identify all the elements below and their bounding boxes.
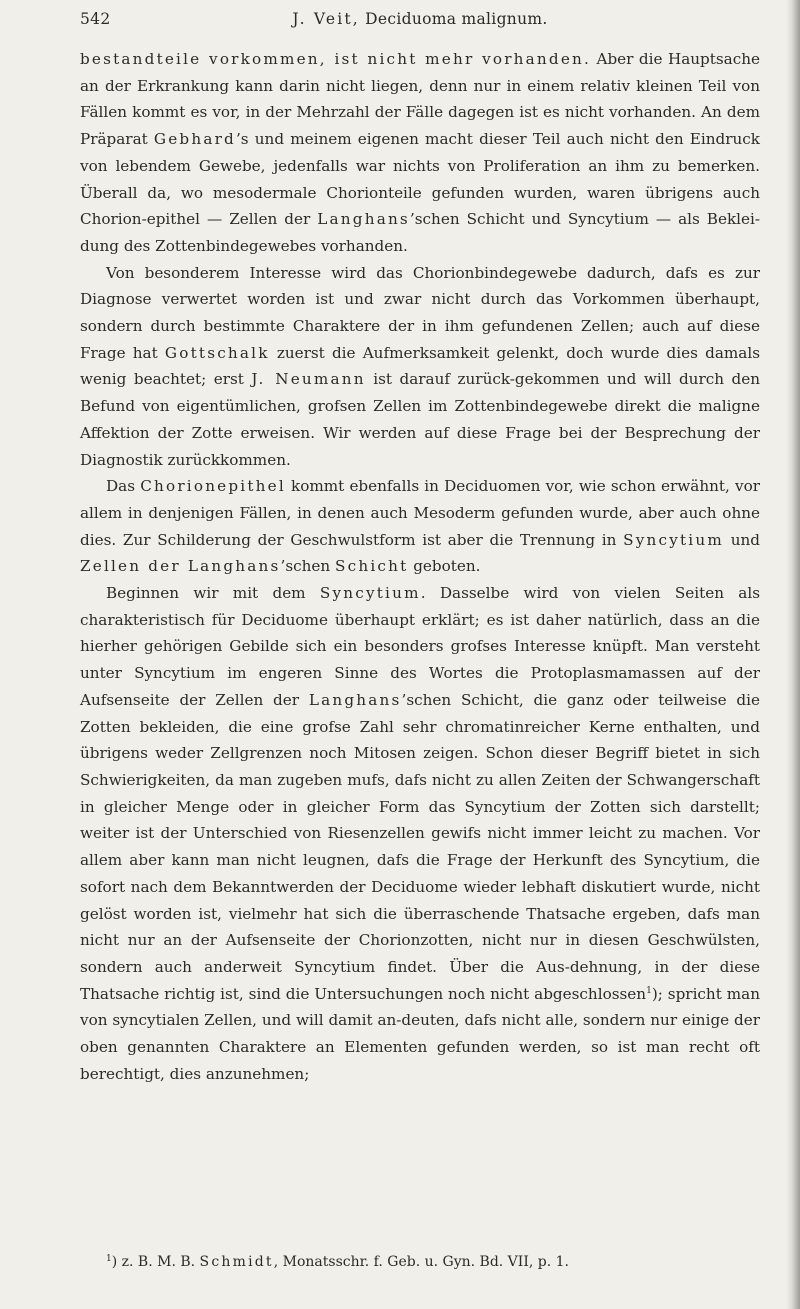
paragraph xyxy=(80,46,760,260)
spaced-emphasis: Schicht xyxy=(335,557,409,576)
spaced-emphasis: Syncytium xyxy=(623,530,724,549)
footnote-text-before: ) z. B. M. B. xyxy=(111,1254,200,1270)
text-run: kommt ebenfalls in Deciduomen vor, wie schon erwähnt, vor allem in denjenigen Fällen, in denen auch Mesoderm gefunden wurde, aber auch ohne dies. Zur Schilderung der Geschwulstform ist aber die Trennung in xyxy=(80,477,760,549)
running-title xyxy=(80,10,760,28)
footnote-text-after: , Monatsschr. f. Geb. u. Gyn. Bd. VII, p. 1. xyxy=(273,1254,569,1270)
text-run: zuerst die Aufmerksamkeit gelenkt, doch wurde dies damals wenig beachtet; erst xyxy=(80,343,760,389)
spaced-emphasis: Gottschalk xyxy=(164,343,270,362)
text-run: ’schen xyxy=(280,557,336,576)
text-run: . Dasselbe wird von vielen Seiten als charakteristisch für Deciduome überhaupt erklärt; es ist daher natürlich, dass an die hierher gehörigen Gebilde sich ein besonders grofses Interesse knüpft. Man versteht unter Syncytium im engeren Sinne des Wortes die Protoplasmamassen auf der Aufsenseite der Zellen der xyxy=(80,584,760,709)
spaced-emphasis: bestandteile vorkommen, ist nicht mehr vorhanden. xyxy=(80,50,592,68)
text-run: ’schen Schicht und Syncytium — als Beklei-dung des Zottenbindegewebes vorhanden. xyxy=(80,210,760,255)
footnote-reference: 1 xyxy=(646,985,652,996)
text-run: ist darauf zurück-gekommen und will durch den Befund von eigentümlichen, grofsen Zellen im Zottenbindegewebe direkt die maligne Affektion der Zotte erweisen. Wir werden auf diese Frage bei der Besprechung der Diagnostik zurückkommen. xyxy=(80,370,760,469)
text-run: Das xyxy=(106,477,141,496)
header-title: Deciduoma malignum. xyxy=(365,10,548,28)
page-edge-shadow xyxy=(786,0,800,1309)
spaced-emphasis: Langhans xyxy=(317,210,410,229)
footnote-marker: 1 xyxy=(106,1254,112,1264)
text-run: und xyxy=(723,530,760,549)
text-run: Beginnen wir mit dem xyxy=(106,584,320,603)
paragraph xyxy=(80,473,760,580)
paragraph xyxy=(80,580,760,1087)
body-text xyxy=(80,46,760,1087)
spaced-emphasis: Chorionepithel xyxy=(140,477,286,496)
spaced-emphasis: Syncytium xyxy=(319,584,421,603)
page-number: 542 xyxy=(80,10,111,28)
text-run: ’s und meinem eigenen macht dieser Teil auch nicht den Eindruck von lebendem Gewebe, jedenfalls war nichts von Proliferation an ihm zu bemerken. Überall da, wo mesodermale Chorionteile gefunden wurden, waren übrigens auch Chorion-epithel — Zellen der xyxy=(80,130,760,229)
paragraph xyxy=(80,260,760,474)
spaced-emphasis: J. Neumann xyxy=(251,370,366,389)
text-run: geboten. xyxy=(408,557,481,576)
spaced-emphasis: Langhans xyxy=(308,690,402,709)
text-run: Von besonderem Interesse wird das Chorionbindegewebe dadurch, dafs es zur Diagnose verwertet worden ist und zwar nicht durch das Vorkommen überhaupt, sondern durch bestimmte Charaktere der in ihm gefundenen Zellen; auch auf diese Frage hat xyxy=(80,263,760,362)
footnote-author: Schmidt xyxy=(199,1254,274,1270)
spaced-emphasis: Gebhard xyxy=(153,130,236,149)
header-author: J. Veit, xyxy=(292,10,360,28)
running-header xyxy=(80,10,760,34)
text-run: ); spricht man von syncytialen Zellen, und will damit an-deuten, dafs nicht alle, sondern nur einige der oben genannten Charaktere an Elementen gefunden werden, so ist man recht oft berechtigt, dies anzunehmen; xyxy=(80,984,760,1083)
spaced-emphasis: Zellen der Langhans xyxy=(80,557,281,576)
footnote xyxy=(80,1252,760,1272)
text-run: Aber die Hauptsache an der Erkrankung kann darin nicht liegen, denn nur in einem relativ kleinen Teil von Fällen kommt es vor, in der Mehrzahl der Fälle dagegen ist es nicht vorhanden. An dem Präparat xyxy=(80,50,760,149)
text-run: ’schen Schicht, die ganz oder teilweise die Zotten bekleiden, die eine grofse Zahl sehr chromatinreicher Kerne enthalten, und übrigens weder Zellgrenzen noch Mitosen zeigen. Schon dieser Begriff bietet in sich Schwierigkeiten, da man zugeben mufs, dafs nicht zu allen Zeiten der Schwangerschaft in gleicher Menge oder in gleicher Form das Syncytium der Zotten sich darstellt; weiter ist der Unterschied von Riesenzellen gewifs nicht immer leicht zu machen. Vor allem aber kann man nicht leugnen, dafs die Frage der Herkunft des Syncytium, die sofort nach dem Bekanntwerden der Deciduome wieder lebhaft diskutiert wurde, nicht gelöst worden ist, vielmehr hat sich die überraschende Thatsache ergeben, dafs man nicht nur an der Aufsenseite der Chorionzotten, nicht nur in diesen Geschwülsten, sondern auch anderweit Syncytium findet. Über die Aus-dehnung, in der diese Thatsache richtig ist, sind die Untersuchungen noch nicht abgeschlossen xyxy=(80,690,760,1003)
